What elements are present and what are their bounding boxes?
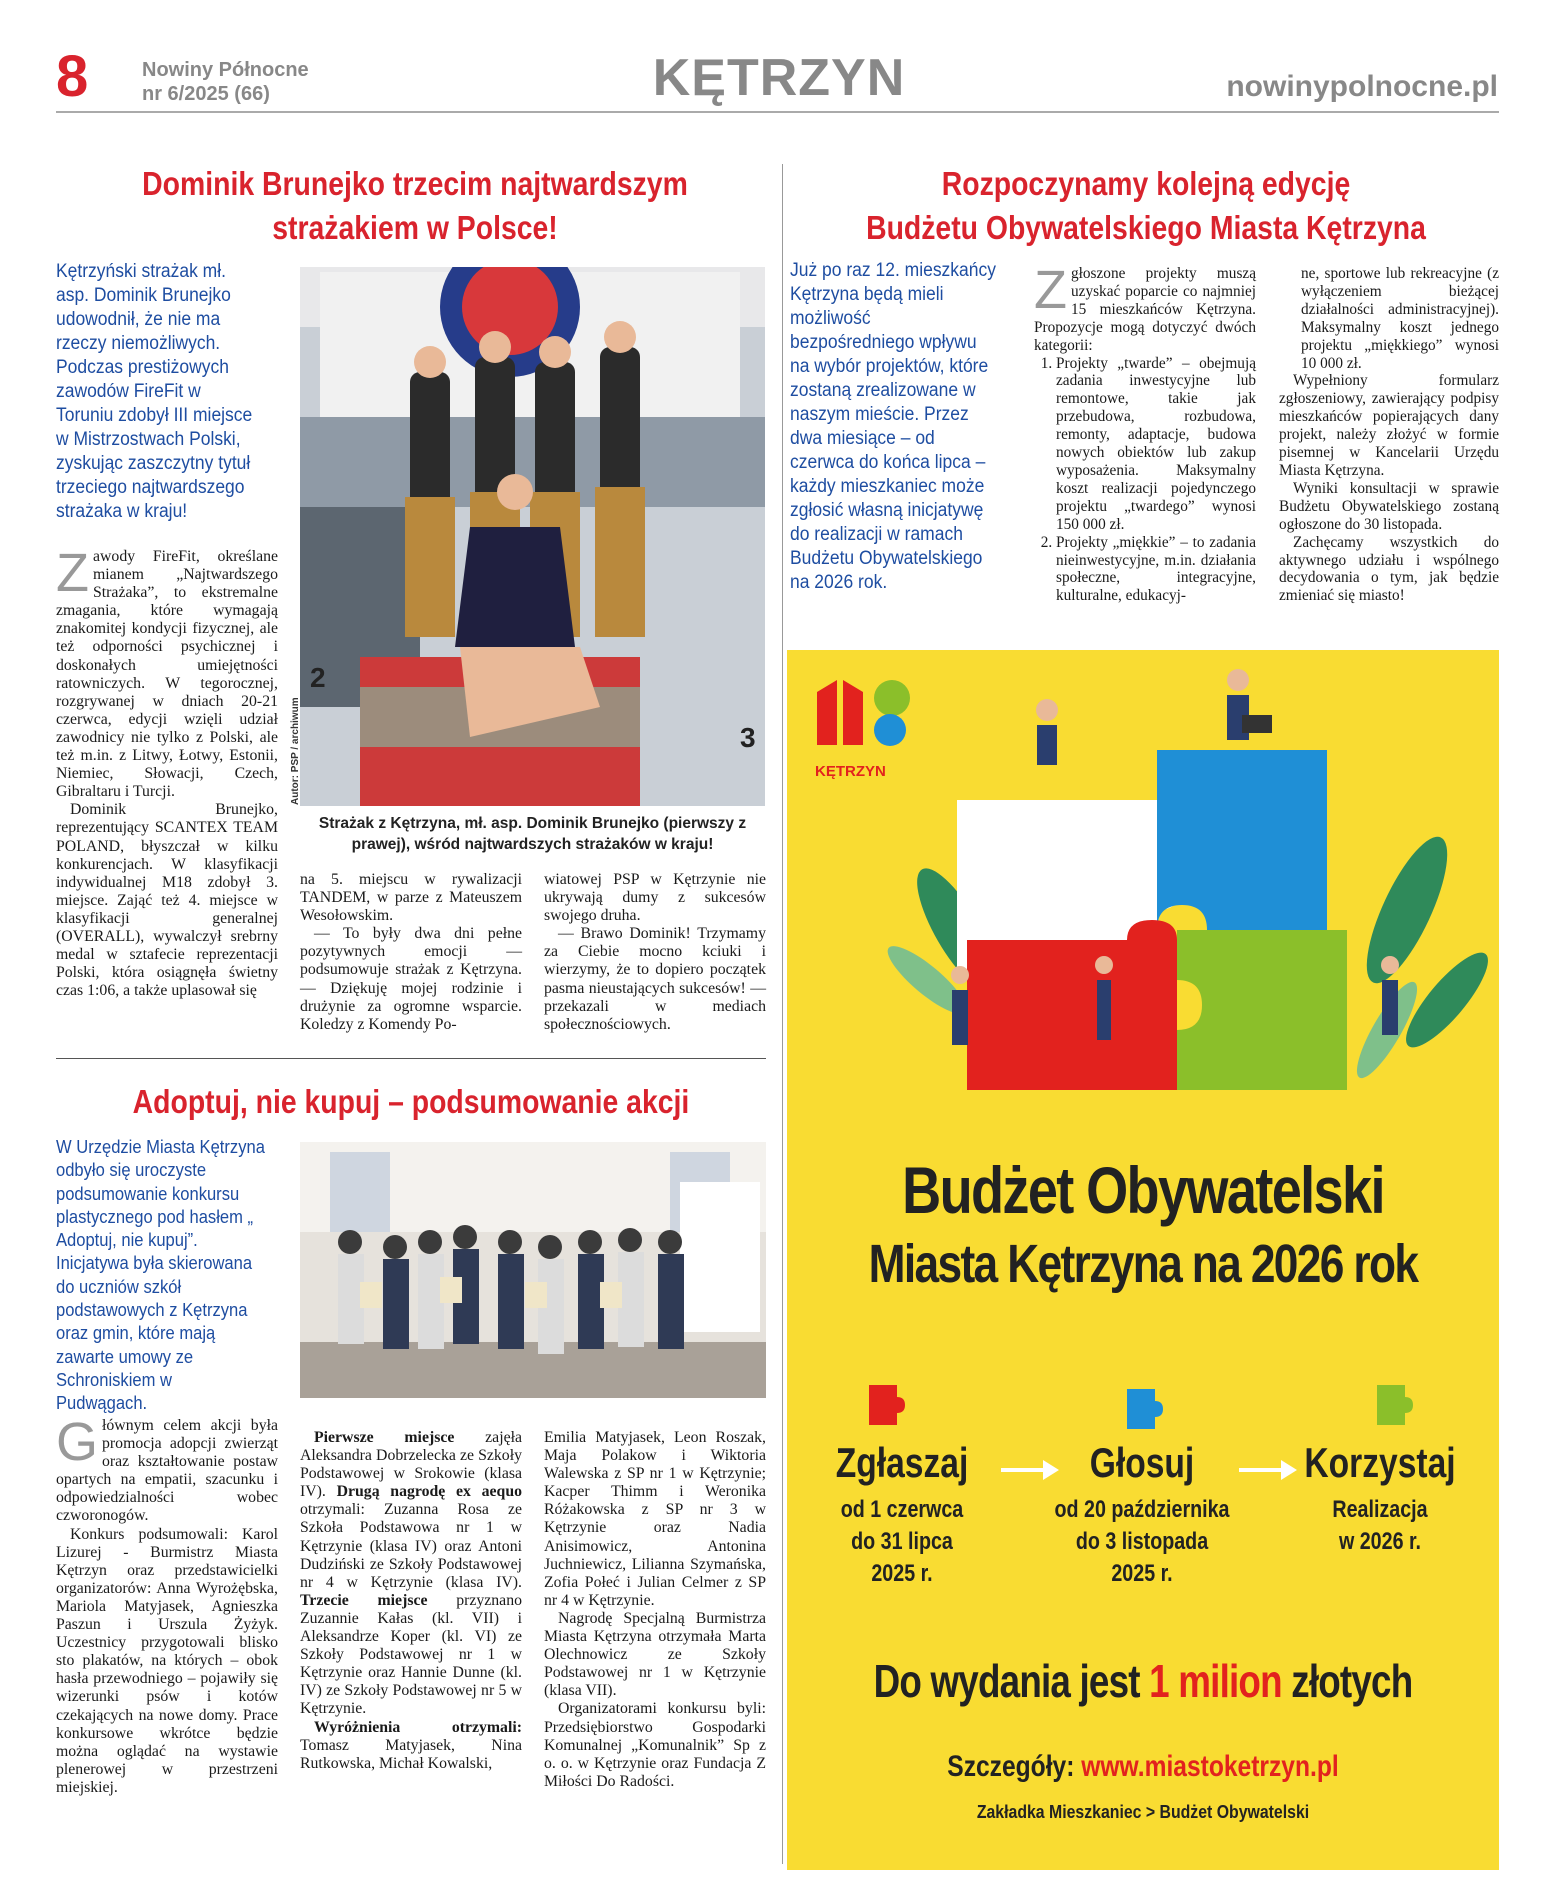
article2-column2: Zgłoszone projekty muszą uzyskać poparcie co najmniej 15 mieszkańców Kętrzyna. Propozycje mogą dotyczyć dwóch kategorii: 1. Projekty „twarde” – obejmują zadania inwestycyjne lub remontowe, takie jak przebudowa, rozbudowa, remonty, adaptacje, budowa nowych obiektów lub zakup wyposażenia. Maksymalny koszt realizacji pojedynczego projektu „twardego” wynosi 150 000 zł. 2. Projekty „miękkie” – to zadania nieinwestycyjne, m.in. działania społeczne, integracyjne, kulturalne, edukacyj- bbox=[1034, 265, 1256, 605]
page-number: 8 bbox=[56, 44, 89, 109]
dropcap: Z bbox=[1034, 260, 1067, 320]
details-line: Szczegóły: www.miastoketrzyn.pl bbox=[947, 1750, 1339, 1783]
step-vote-dates: od 20 października do 3 listopada 2025 r. bbox=[1054, 1496, 1230, 1587]
step-vote: Głosuj bbox=[1089, 1439, 1195, 1486]
award-ceremony-photo bbox=[300, 1142, 766, 1398]
article1-column3: wiatowej PSP w Kętrzynie nie ukrywają dumy z sukcesów swojego druha. — Brawo Dominik! Trzymamy za Ciebie mocno kciuki i wierzymy, że to dopiero początek pasma nieustających sukcesów! — przekazali w mediach społecznościowych. bbox=[544, 871, 766, 1033]
list-item: 2. Projekty „miękkie” – to zadania nieinwestycyjne, m.in. działania społeczne, integracyjne, kulturalne, edukacyj- bbox=[1056, 534, 1256, 606]
puzzle-illustration bbox=[787, 650, 1499, 1100]
red-puzzle-icon bbox=[869, 1385, 905, 1425]
step-submit-dates: od 1 czerwca do 31 lipca 2025 r. bbox=[840, 1496, 964, 1587]
green-puzzle-icon bbox=[1377, 1385, 1413, 1425]
budget-advertisement bbox=[787, 650, 1499, 1870]
header-rule bbox=[56, 111, 1499, 113]
step-submit: Zgłaszaj bbox=[835, 1439, 969, 1486]
dropcap: Z bbox=[56, 543, 89, 603]
website-link[interactable]: nowinypolnocne.pl bbox=[1226, 70, 1498, 103]
photo-caption: Strażak z Kętrzyna, mł. asp. Dominik Brunejko (pierwszy z prawej), wśród najtwardszych strażaków w kraju! bbox=[318, 815, 747, 853]
list-item: 1. Projekty „twarde” – obejmują zadania inwestycyjne lub remontowe, takie jak przebudowa, rozbudowa, remonty, adaptacje, budowa nowych obiektów lub zakup wyposażenia. Maksymalny koszt realizacji pojedynczego projektu „twardego” wynosi 150 000 zł. bbox=[1056, 355, 1256, 534]
article1-lead: Kętrzyński strażak mł. asp. Dominik Brunejko udowodnił, że nie ma rzeczy niemożliwych. Podczas prestiżowych zawodów FireFit w Toruniu zdobył III miejsce w Mistrzostwach Polski, zyskując zaszczytny tytuł trzeciego najtwardszego strażaka w kraju! bbox=[56, 261, 253, 522]
photo-credit: Autor: PSP / archiwum bbox=[290, 697, 301, 805]
step-arrows bbox=[787, 1450, 1499, 1490]
article2-lead: Już po raz 12. mieszkańcy Kętrzyna będą mieli możliwość bezpośredniego wpływu na wybór projektów, które zostaną zrealizowane w naszym mieście. Przez dwa miesiące – od czerwca do końca lipca – każdy mieszkaniec może zgłosić własną inicjatywę do realizacji w ramach Budżetu Obywatelskiego na 2026 rok. bbox=[790, 260, 996, 593]
svg-text:2: 2 bbox=[310, 662, 326, 693]
article3-column1: Głównym celem akcji była promocja adopcji zwierząt oraz kształtowanie postaw opartych na empatii, szacunku i odpowiedzialności wobec czworonogów. Konkurs podsumowali: Karol Lizurej - Burmistrz Miasta Kętrzyn oraz przedstawicielki organizatorów: Anna Wyrożębska, Mariola Matyjasek, Agnieszka Paszun i Urszula Żyżyk. Uczestnicy przygotowali blisko sto plakatów, na których – obok hasła przewodniego – pojawiły się wizerunki psów i kotów czekających na nowe domy. Prace konkursowe wkrótce będzie można oglądać na wystawie plenerowej w przestrzeni miejskiej. bbox=[56, 1412, 278, 1796]
article1-title: Dominik Brunejko trzecim najtwardszym strażakiem w Polsce! bbox=[142, 165, 688, 246]
step-use: Korzystaj bbox=[1304, 1439, 1456, 1486]
ad-title: Budżet Obywatelski bbox=[902, 1153, 1384, 1227]
article3-column3: Emilia Matyjasek, Leon Roszak, Maja Polakow i Wiktoria Walewska z SP nr 1 w Kętrzynie; Kacper Thimm i Weronika Różakowska z SP nr 3 w Kętrzynie oraz Nadia Anisimowicz, Antonina Juchniewicz, Lilianna Szymańska, Zofia Połeć i Julian Celmer z SP nr 4 w Kętrzynie. Nagrodę Specjalną Burmistrza Miasta Kętrzyna otrzymała Marta Olechnowicz ze Szkoły Podstawowej nr 1 w Kętrzynie (klasa VII). Organizatorami konkursu byli: Przedsiębiorstwo Gospodarki Komunalnej „Komunalnik” Sp z o. o. w Kętrzynie oraz Fundacja Z Miłości Do Radości. bbox=[544, 1429, 766, 1790]
budget-amount: Do wydania jest 1 milion złotych bbox=[873, 1655, 1413, 1707]
article2-column3: ne, sportowe lub rekreacyjne (z wyłączeniem bieżącej działalności administracyjnej). Maksymalny koszt jednego projektu „miękkiego” wynosi 10 000 zł. Wypełniony formularz zgłoszeniowy, zawierający podpisy mieszkańców popierających dany projekt, należy złożyć w formie pisemnej w Kancelarii Urzędu Miasta Kętrzyna. Wyniki konsultacji w sprawie Budżetu Obywatelskiego zostaną ogłoszone do 30 listopada. Zachęcamy wszystkich do aktywnego udziału i wspólnego decydowania o tym, jak będzie zmieniać się miasto! bbox=[1279, 265, 1499, 605]
paper-name: Nowiny Północne bbox=[142, 59, 309, 81]
article3-lead: W Urzędzie Miasta Kętrzyna odbyło się uroczyste podsumowanie konkursu plastycznego pod hasłem „ Adoptuj, nie kupuj”. Inicjatywa była skierowana do uczniów szkół podstawowych z Kętrzyna oraz gmin, które mają zawarte umowy ze Schroniskiem w Pudwągach. bbox=[56, 1137, 265, 1414]
dropcap: G bbox=[56, 1412, 99, 1472]
article3-column2: Pierwsze miejsce zajęła Aleksandra Dobrzelecka ze Szkoły Podstawowej w Srokowie (klasa IV). Drugą nagrodę ex aequo otrzymali: Zuzanna Rosa ze Szkoła Podstawowa nr 1 w Kętrzynie (klasa IV) oraz Antoni Dudziński ze Szkoły Podstawowej nr 4 w Kętrzynie (klasa IV). Trzecie miejsce przyznano Zuzannie Kałas (kl. VII) i Aleksandrze Koper (kl. VI) ze Szkoły Podstawowej nr 1 w Kętrzynie oraz Hannie Dunne (kl. IV) ze Szkoły Podstawowej nr 5 w Kętrzynie. Wyróżnienia otrzymali: Tomasz Matyjasek, Nina Rutkowska, Michał Kowalski, bbox=[300, 1429, 522, 1772]
tab-path: Zakładka Mieszkaniec > Budżet Obywatelski bbox=[976, 1802, 1310, 1822]
article3-title: Adoptuj, nie kupuj – podsumowanie akcji bbox=[132, 1083, 690, 1120]
article-divider bbox=[56, 1058, 766, 1059]
arrow-right-icon bbox=[1239, 1460, 1297, 1480]
blue-puzzle-icon bbox=[1127, 1389, 1163, 1429]
arrow-right-icon bbox=[1001, 1460, 1059, 1480]
column-divider bbox=[782, 164, 783, 1864]
firefighters-photo bbox=[300, 267, 765, 806]
article1-column2: na 5. miejscu w rywalizacji TANDEM, w parze z Mateuszem Wesołowskim. — To były dwa dni pełne pozytywnych emocji — podsumowuje strażak z Kętrzyna. — Dziękuję mojej rodzinie i drużynie za ogromne wsparcie. Koledzy z Komendy Po- bbox=[300, 871, 522, 1033]
svg-text:3: 3 bbox=[740, 722, 756, 753]
logo-text: KĘTRZYN bbox=[815, 763, 886, 780]
section-title: KĘTRZYN bbox=[652, 49, 906, 107]
article2-title: Rozpoczynamy kolejną edycję Budżetu Obywatelskiego Miasta Kętrzyna bbox=[866, 165, 1426, 246]
ad-subtitle: Miasta Kętrzyna na 2026 rok bbox=[868, 1234, 1418, 1294]
article1-column1: Zawody FireFit, określane mianem „Najtwardszego Strażaka”, to ekstremalne zmagania, które wymagają znakomitej kondycji fizycznej, ale też odporności psychicznej i doskonałych umiejętności ratowniczych. W tegorocznej, rozgrywanej w dniach 20-21 czerwca, edycji wzięli udział zawodnicy nie tylko z Polski, ale też m.in. z Litwy, Łotwy, Estonii, Niemiec, Słowacji, Czech, Gibraltaru i Turcji. Dominik Brunejko, reprezentujący SCANTEX TEAM POLAND, błyszczał w kilku konkurencjach. W klasyfikacji indywidualnej M18 zdobył 3. miejsce. Zająć też 4. miejsce w klasyfikacji generalnej (OVERALL), wywalczył srebrny medal w sztafecie reprezentacji Polski, która osiągnęła świetny czas 1:06, a także uplasował się bbox=[56, 543, 278, 1000]
category-list bbox=[1034, 355, 1256, 606]
issue-number: nr 6/2025 (66) bbox=[142, 83, 270, 105]
step-use-dates: Realizacja w 2026 r. bbox=[1332, 1496, 1428, 1555]
details-url-link[interactable]: www.miastoketrzyn.pl bbox=[1081, 1750, 1339, 1783]
step-icons bbox=[787, 1375, 1499, 1435]
